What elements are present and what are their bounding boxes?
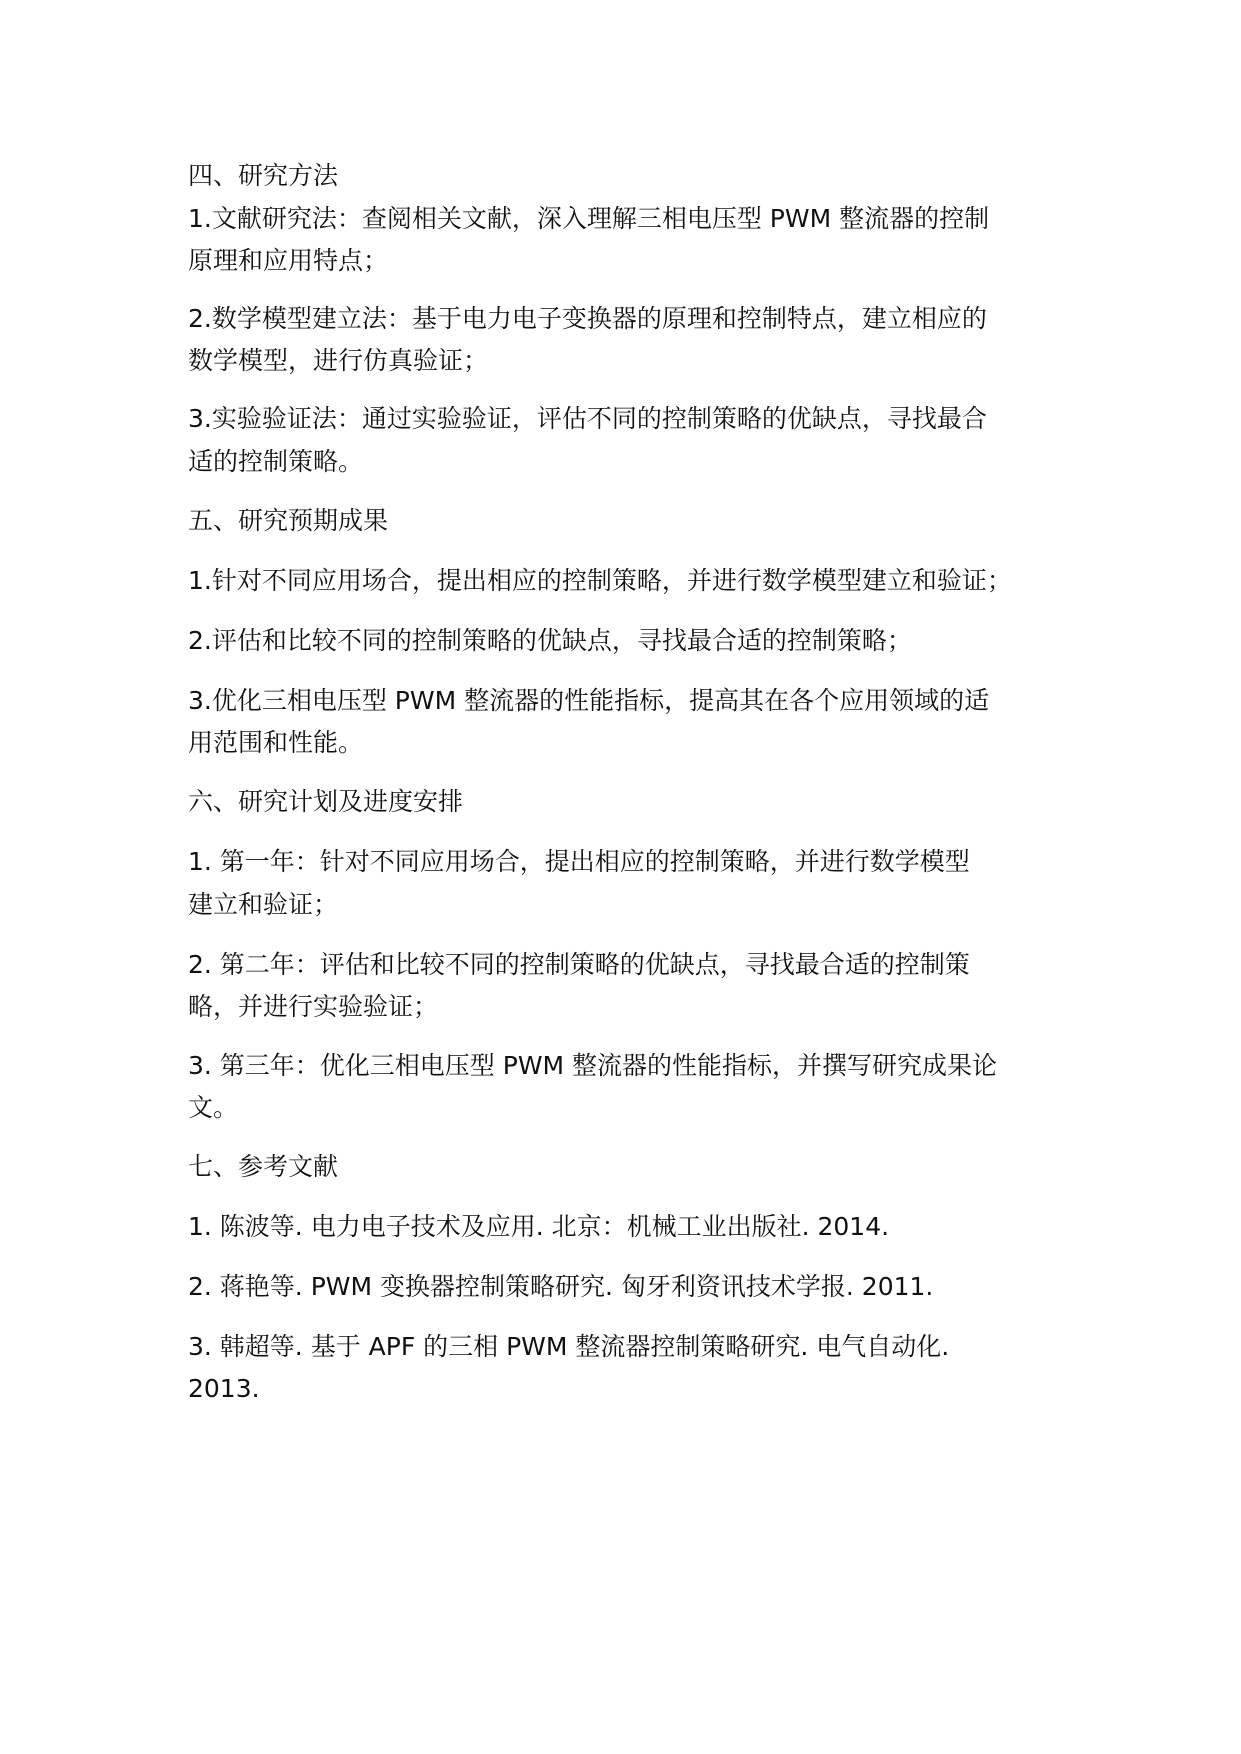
plan-item-3-line-1: 3. 第三年：优化三相电压型 PWM 整流器的性能指标，并撰写研究成果论 [188,1051,998,1080]
plan-item-3-line-2: 文。 [188,1093,239,1122]
result-item-3-line-1: 3.优化三相电压型 PWM 整流器的性能指标，提高其在各个应用领域的适 [188,686,990,715]
section-heading-research-plan: 六、研究计划及进度安排 [188,787,464,816]
section-heading-expected-results: 五、研究预期成果 [188,506,389,535]
reference-item-3-line-1: 3. 韩超等. 基于 APF 的三相 PWM 整流器控制策略研究. 电气自动化. [188,1332,950,1361]
section-heading-research-methods: 四、研究方法 [188,161,339,190]
section-heading-references: 七、参考文献 [188,1152,339,1181]
plan-item-1-line-2: 建立和验证； [188,890,339,919]
method-item-3-line-2: 适的控制策略。 [188,447,364,476]
method-item-2-line-1: 2.数学模型建立法：基于电力电子变换器的原理和控制特点，建立相应的 [188,304,987,333]
method-item-1-line-2: 原理和应用特点； [188,246,389,275]
plan-item-1-line-1: 1. 第一年：针对不同应用场合，提出相应的控制策略，并进行数学模型 [188,847,970,876]
method-item-1-line-1: 1.文献研究法：查阅相关文献，深入理解三相电压型 PWM 整流器的控制 [188,204,990,233]
reference-item-1: 1. 陈波等. 电力电子技术及应用. 北京：机械工业出版社. 2014. [188,1212,890,1241]
reference-item-3-line-2: 2013. [188,1374,260,1403]
plan-item-2-line-2: 略，并进行实验验证； [188,992,439,1021]
plan-item-2-line-1: 2. 第二年：评估和比较不同的控制策略的优缺点，寻找最合适的控制策 [188,950,970,979]
result-item-2: 2.评估和比较不同的控制策略的优缺点，寻找最合适的控制策略； [188,626,912,655]
method-item-3-line-1: 3.实验验证法：通过实验验证，评估不同的控制策略的优缺点，寻找最合 [188,404,987,433]
result-item-3-line-2: 用范围和性能。 [188,728,364,757]
method-item-2-line-2: 数学模型，进行仿真验证； [188,346,489,375]
result-item-1: 1.针对不同应用场合，提出相应的控制策略，并进行数学模型建立和验证； [188,566,1012,595]
reference-item-2: 2. 蒋艳等. PWM 变换器控制策略研究. 匈牙利资讯技术学报. 2011. [188,1272,934,1301]
